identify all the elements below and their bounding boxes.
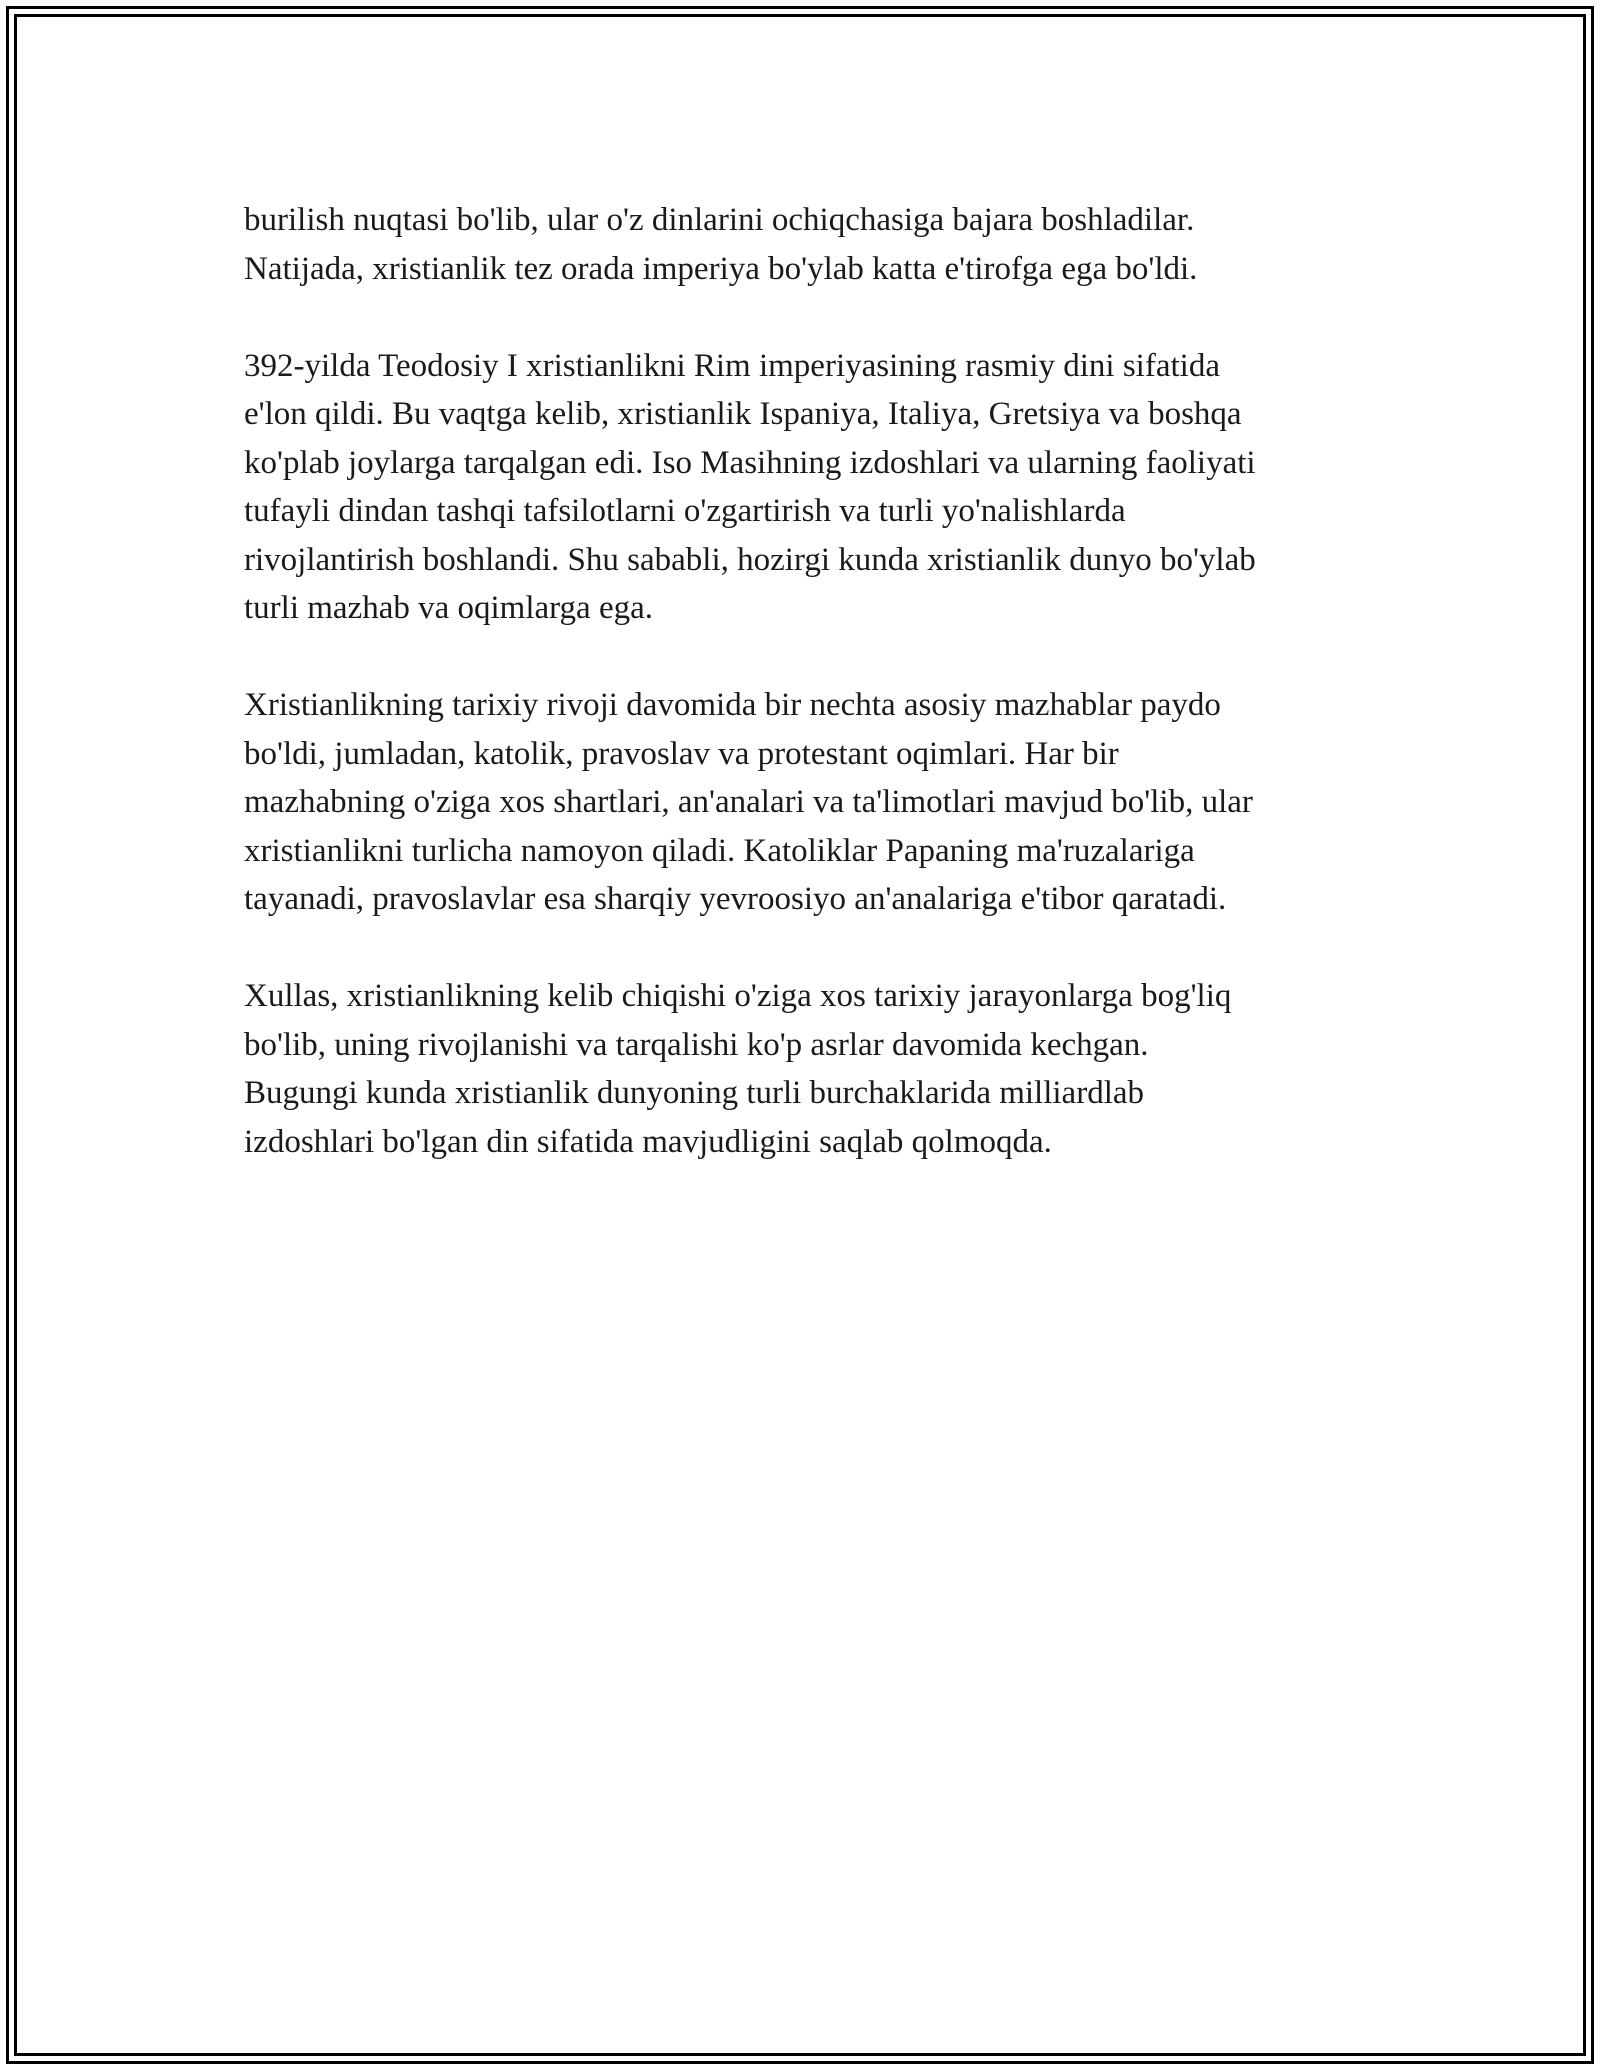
text-line: turli mazhab va oqimlarga ega. bbox=[244, 590, 653, 626]
text-line: rivojlantirish boshlandi. Shu sababli, hozirgi kunda xristianlik dunyo bo'ylab bbox=[244, 541, 1256, 578]
text-line: mazhabning o'ziga xos shartlari, an'analari va ta'limotlari mavjud bo'lib, ular bbox=[244, 784, 1253, 820]
text-line: Natijada, xristianlik tez orada imperiya bo'ylab katta e'tirofga ega bo'ldi. bbox=[244, 250, 1198, 287]
text-line: tayanadi, pravoslavlar esa sharqiy yevroosiyo an'analariga e'tibor qaratadi. bbox=[244, 881, 1227, 917]
text-line: 392-yilda Teodosiy I xristianlikni Rim imperiyasining rasmiy dini sifatida bbox=[244, 347, 1220, 384]
paragraph-1 bbox=[244, 196, 1384, 293]
text-line: bo'ldi, jumladan, katolik, pravoslav va protestant oqimlari. Har bir bbox=[244, 735, 1119, 772]
text-line: Xristianlikning tarixiy rivoji davomida bir nechta asosiy mazhablar paydo bbox=[244, 687, 1221, 723]
text-line: Xullas, xristianlikning kelib chiqishi o'ziga xos tarixiy jarayonlarga bog'liq bbox=[244, 978, 1232, 1014]
text-line: xristianlikni turlicha namoyon qiladi. Katoliklar Papaning ma'ruzalariga bbox=[244, 832, 1195, 869]
text-line: burilish nuqtasi bo'lib, ular o'z dinlarini ochiqchasiga bajara boshladilar. bbox=[244, 202, 1195, 238]
text-line: bo'lib, uning rivojlanishi va tarqalishi ko'p asrlar davomida kechgan. bbox=[244, 1026, 1149, 1063]
page-border-outer bbox=[6, 6, 1594, 2064]
document-body bbox=[244, 196, 1384, 1215]
text-line: Bugungi kunda xristianlik dunyoning turli burchaklarida milliardlab bbox=[244, 1075, 1145, 1111]
text-line: e'lon qildi. Bu vaqtga kelib, xristianlik Ispaniya, Italiya, Gretsiya va boshqa bbox=[244, 396, 1242, 432]
text-line: ko'plab joylarga tarqalgan edi. Iso Masihning izdoshlari va ularning faoliyati bbox=[244, 444, 1256, 481]
text-line: izdoshlari bo'lgan din sifatida mavjudligini saqlab qolmoqda. bbox=[244, 1123, 1052, 1160]
paragraph-2 bbox=[244, 342, 1384, 633]
text-line: tufayli dindan tashqi tafsilotlarni o'zgartirish va turli yo'nalishlarda bbox=[244, 493, 1126, 529]
paragraph-4 bbox=[244, 972, 1384, 1166]
paragraph-3 bbox=[244, 681, 1384, 924]
